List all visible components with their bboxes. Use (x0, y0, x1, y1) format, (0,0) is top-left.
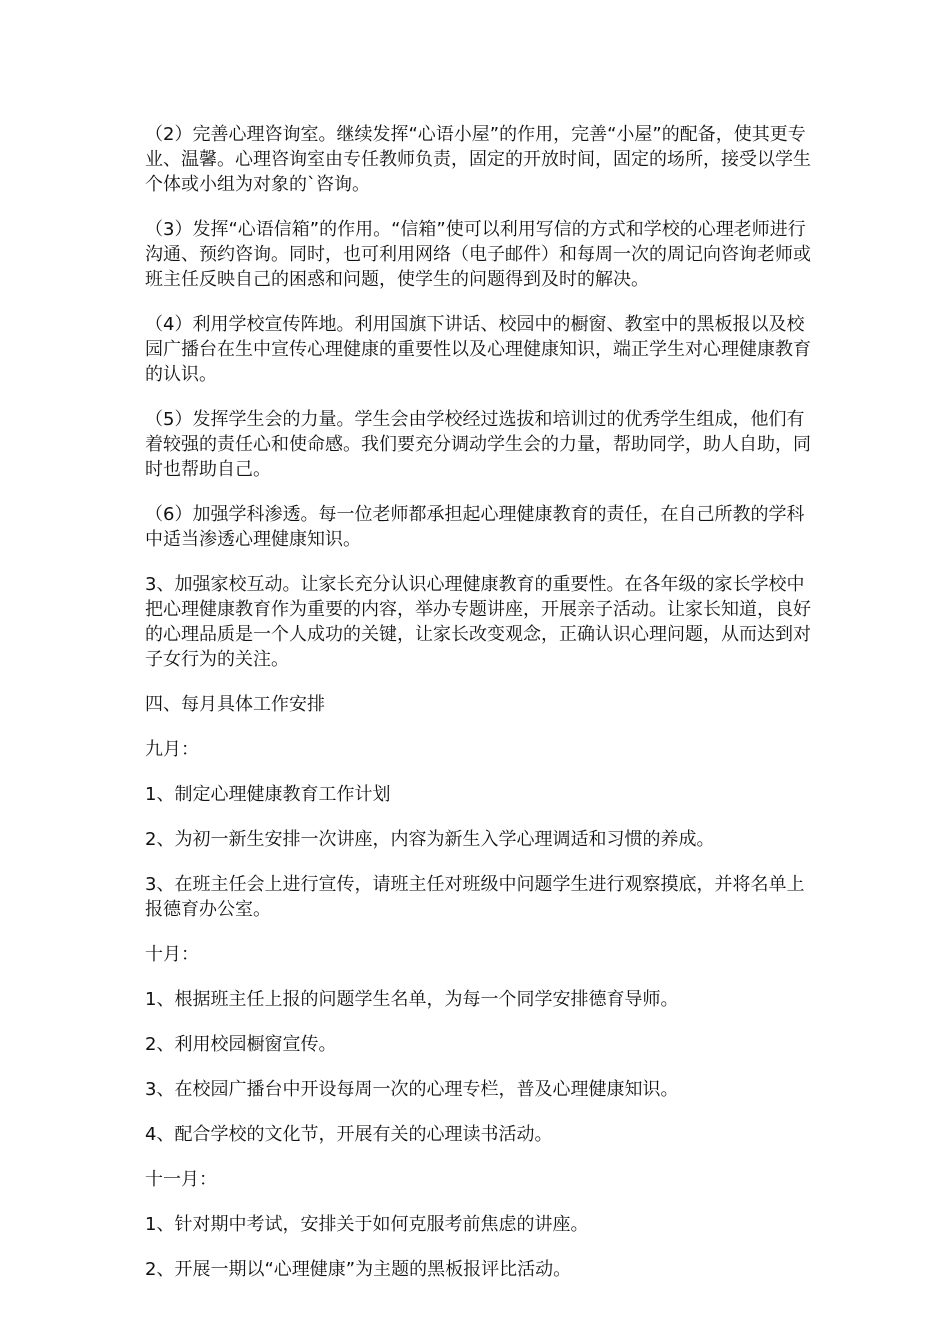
paragraph-home-school: 3、加强家校互动。让家长充分认识心理健康教育的重要性。在各年级的家长学校中把心理健康教育作为重要的内容，举办专题讲座，开展亲子活动。让家长知道，良好的心理品质是一个人成功的关键，让家长改变观念，正确认识心理问题，从而达到对子女行为的关注。 (145, 574, 811, 670)
paragraph-student-union: （5）发挥学生会的力量。学生会由学校经过选拔和培训过的优秀学生组成，他们有着较强的责任心和使命感。我们要充分调动学生会的力量，帮助同学，助人自助，同时也帮助自己。 (145, 409, 811, 480)
month-heading-september: 九月： (145, 739, 199, 760)
list-item: 1、针对期中考试，安排关于如何克服考前焦虑的讲座。 (145, 1214, 589, 1235)
paragraph-mailbox: （3）发挥“心语信箱”的作用。“信箱”使可以利用写信的方式和学校的心理老师进行沟通、预约咨询。同时，也可利用网络（电子邮件）和每周一次的周记向咨询老师或班主任反映自己的困惑和问题，使学生的问题得到及时的解决。 (145, 219, 811, 290)
list-item: 4、配合学校的文化节，开展有关的心理读书活动。 (145, 1124, 553, 1145)
month-heading-october: 十月： (145, 944, 199, 965)
list-item: 1、根据班主任上报的问题学生名单，为每一个同学安排德育导师。 (145, 989, 679, 1010)
document-body (145, 122, 811, 1302)
section-heading-monthly-plan: 四、每月具体工作安排 (145, 694, 325, 715)
list-item: 2、开展一期以“心理健康”为主题的黑板报评比活动。 (145, 1259, 572, 1280)
list-item: 1、制定心理健康教育工作计划 (145, 784, 391, 805)
paragraph-subject-integration: （6）加强学科渗透。每一位老师都承担起心理健康教育的责任，在自己所教的学科中适当渗透心理健康知识。 (145, 504, 805, 550)
paragraph-publicity: （4）利用学校宣传阵地。利用国旗下讲话、校园中的橱窗、教室中的黑板报以及校园广播台在生中宣传心理健康的重要性以及心理健康知识，端正学生对心理健康教育的认识。 (145, 314, 811, 385)
list-item: 3、在班主任会上进行宣传，请班主任对班级中问题学生进行观察摸底，并将名单上报德育办公室。 (145, 874, 805, 920)
list-item: 3、在校园广播台中开设每周一次的心理专栏，普及心理健康知识。 (145, 1079, 679, 1100)
month-heading-november: 十一月： (145, 1169, 217, 1190)
list-item: 2、利用校园橱窗宣传。 (145, 1034, 337, 1055)
paragraph-counseling-room: （2）完善心理咨询室。继续发挥“心语小屋”的作用，完善“小屋”的配备，使其更专业、温馨。心理咨询室由专任教师负责，固定的开放时间，固定的场所，接受以学生个体或小组为对象的`咨询。 (145, 124, 811, 195)
list-item: 2、为初一新生安排一次讲座，内容为新生入学心理调适和习惯的养成。 (145, 829, 715, 850)
